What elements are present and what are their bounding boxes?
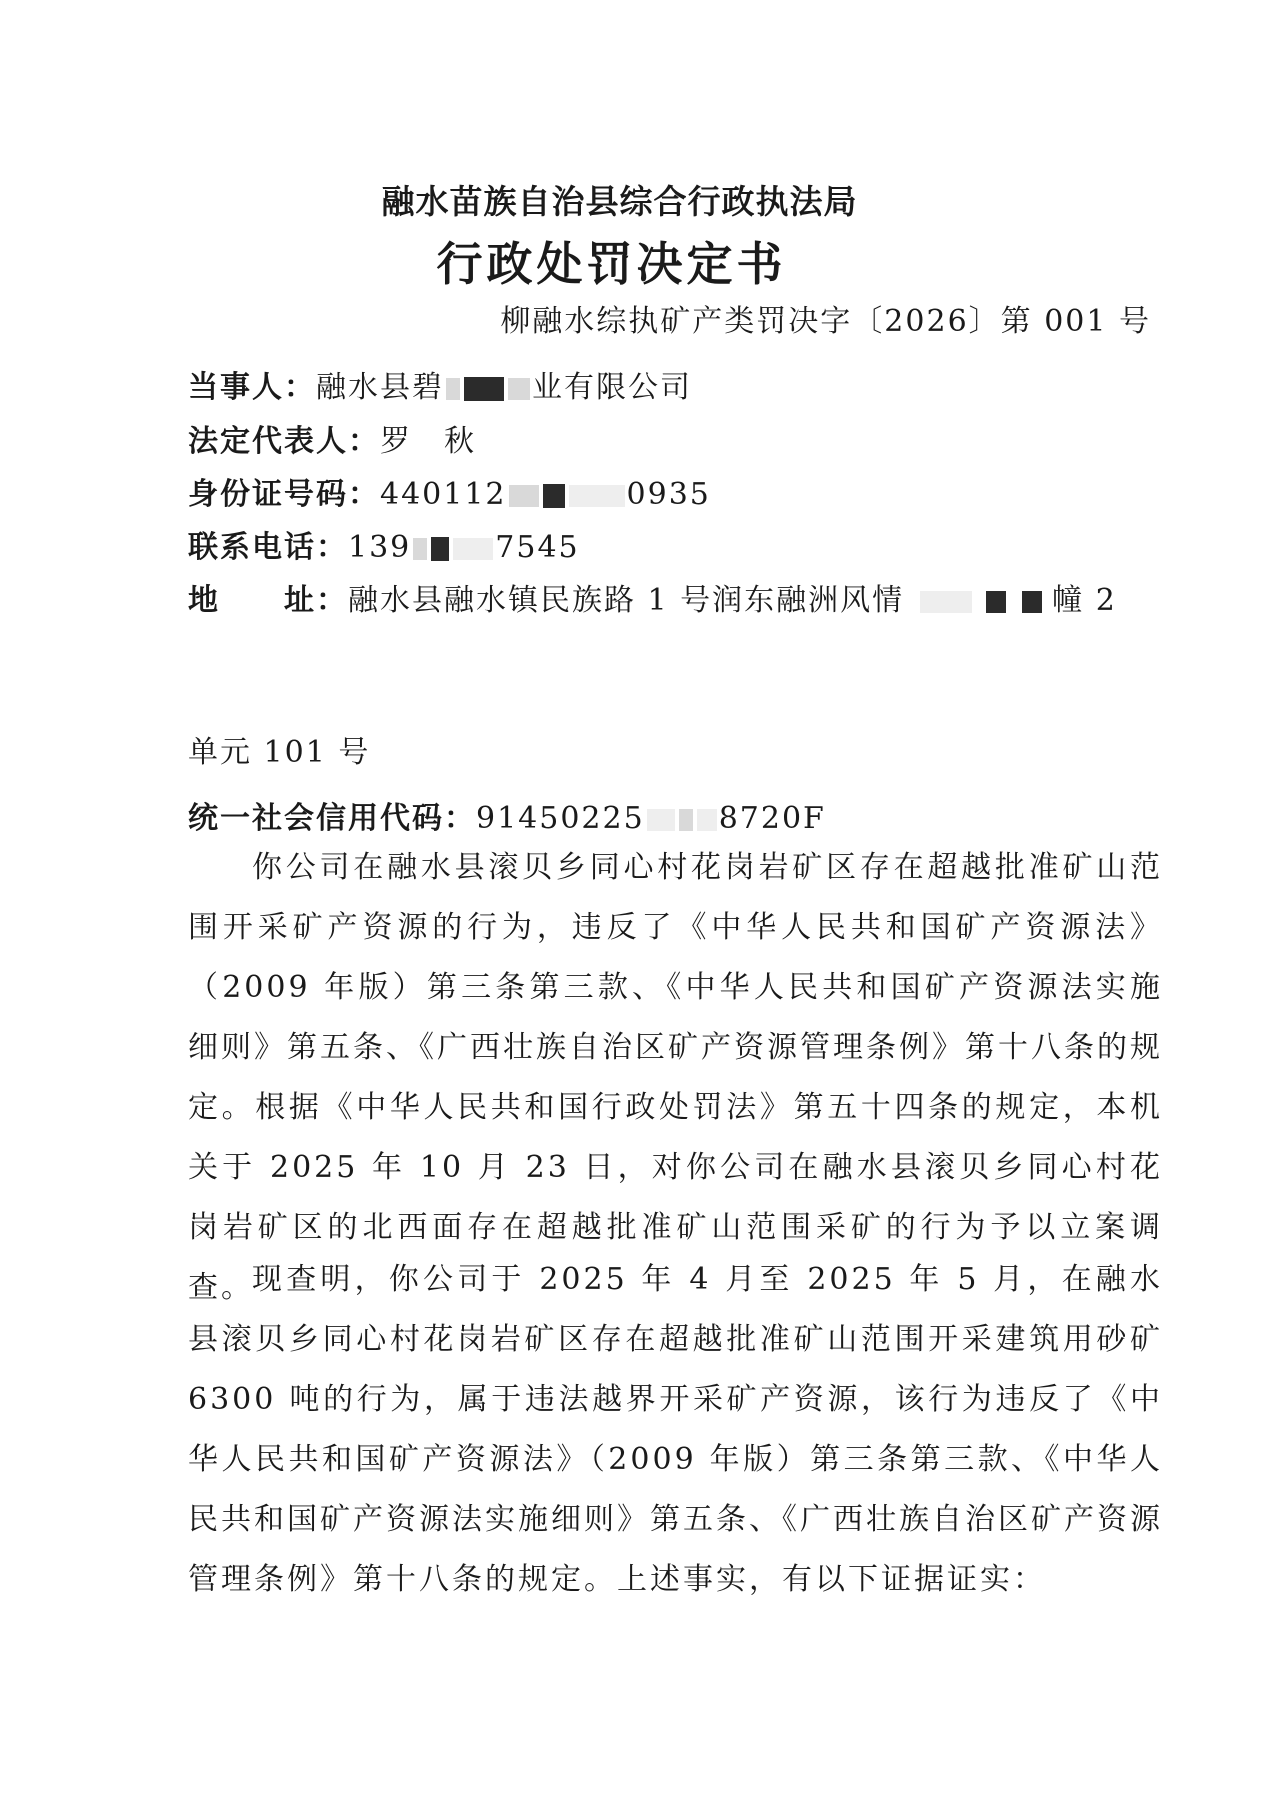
- document-number: 柳融水综执矿产类罚决字〔2026〕第 001 号: [500, 304, 1151, 339]
- credit-code-label: 统一社会信用代码：: [188, 801, 476, 836]
- party-value-start: 融水县碧: [316, 370, 444, 405]
- address-continuation: 单元 101 号: [188, 735, 371, 770]
- address-mid: 幢 2: [1052, 583, 1117, 618]
- redaction-block: [464, 377, 504, 401]
- redaction-block: [647, 809, 675, 831]
- phone-label: 联系电话：: [188, 530, 348, 565]
- redaction-block: [446, 378, 460, 400]
- redaction-block: [508, 378, 530, 400]
- phone-end: 7545: [495, 530, 580, 565]
- credit-code-end: 8720F: [718, 801, 826, 836]
- address-start: 融水县融水镇民族路 1 号润东融洲风情: [348, 583, 905, 618]
- redaction-block: [569, 485, 625, 507]
- agency-name: 融水苗族自治县综合行政执法局: [381, 182, 858, 221]
- legal-rep-value: 罗 秋: [380, 424, 476, 459]
- id-number-field: [188, 469, 711, 513]
- phone-field: [188, 522, 580, 566]
- redaction-block: [986, 591, 1006, 613]
- body-paragraph-2: 现查明，你公司于 2025 年 4 月至 2025 年 5 月，在融水县滚贝乡同心村花岗岩矿区存在超越批准矿山范围开采建筑用砂矿 6300 吨的行为，属于违法越界开采矿产资源，该行为违反了《中华人民共和国矿产资源法》（2009 年版）第三条第三款、《中华人民共和国矿产资源法实施细则》第五条、《广西壮族自治区矿产资源管理条例》第十八条的规定。上述事实，有以下证据证实：: [188, 1262, 1163, 1597]
- redaction-block: [1022, 591, 1042, 613]
- phone-start: 139: [348, 530, 412, 565]
- redaction-block: [453, 538, 493, 560]
- redaction-block: [509, 485, 539, 507]
- redaction-block: [920, 591, 972, 613]
- body-paragraph-1: 你公司在融水县滚贝乡同心村花岗岩矿区存在超越批准矿山范围开采矿产资源的行为，违反了《中华人民共和国矿产资源法》（2009 年版）第三条第三款、《中华人民共和国矿产资源法实施细则》第五条、《广西壮族自治区矿产资源管理条例》第十八条的规定。根据《中华人民共和国行政处罚法》第五十四条的规定，本机关于 2025 年 10 月 23 日，对你公司在融水县滚贝乡同心村花岗岩矿区的北西面存在超越批准矿山范围采矿的行为予以立案调查。: [188, 850, 1163, 1305]
- redaction-block: [697, 809, 717, 831]
- redaction-block: [413, 538, 427, 560]
- id-number-start: 440112: [380, 477, 507, 512]
- redaction-block: [543, 484, 565, 508]
- legal-rep-field: [188, 416, 476, 460]
- redaction-block: [431, 537, 449, 561]
- party-label: 当事人：: [188, 370, 316, 405]
- document-title: 行政处罚决定书: [436, 237, 787, 291]
- redaction-block: [679, 809, 693, 831]
- party-field: [188, 362, 692, 406]
- credit-code-field: [188, 793, 826, 837]
- party-value-end: 业有限公司: [532, 370, 692, 405]
- id-number-label: 身份证号码：: [188, 477, 380, 512]
- credit-code-start: 91450225: [476, 801, 645, 836]
- id-number-end: 0935: [626, 477, 711, 512]
- address-label: 地 址：: [188, 583, 348, 618]
- legal-rep-label: 法定代表人：: [188, 424, 380, 459]
- address-field: [188, 575, 1117, 619]
